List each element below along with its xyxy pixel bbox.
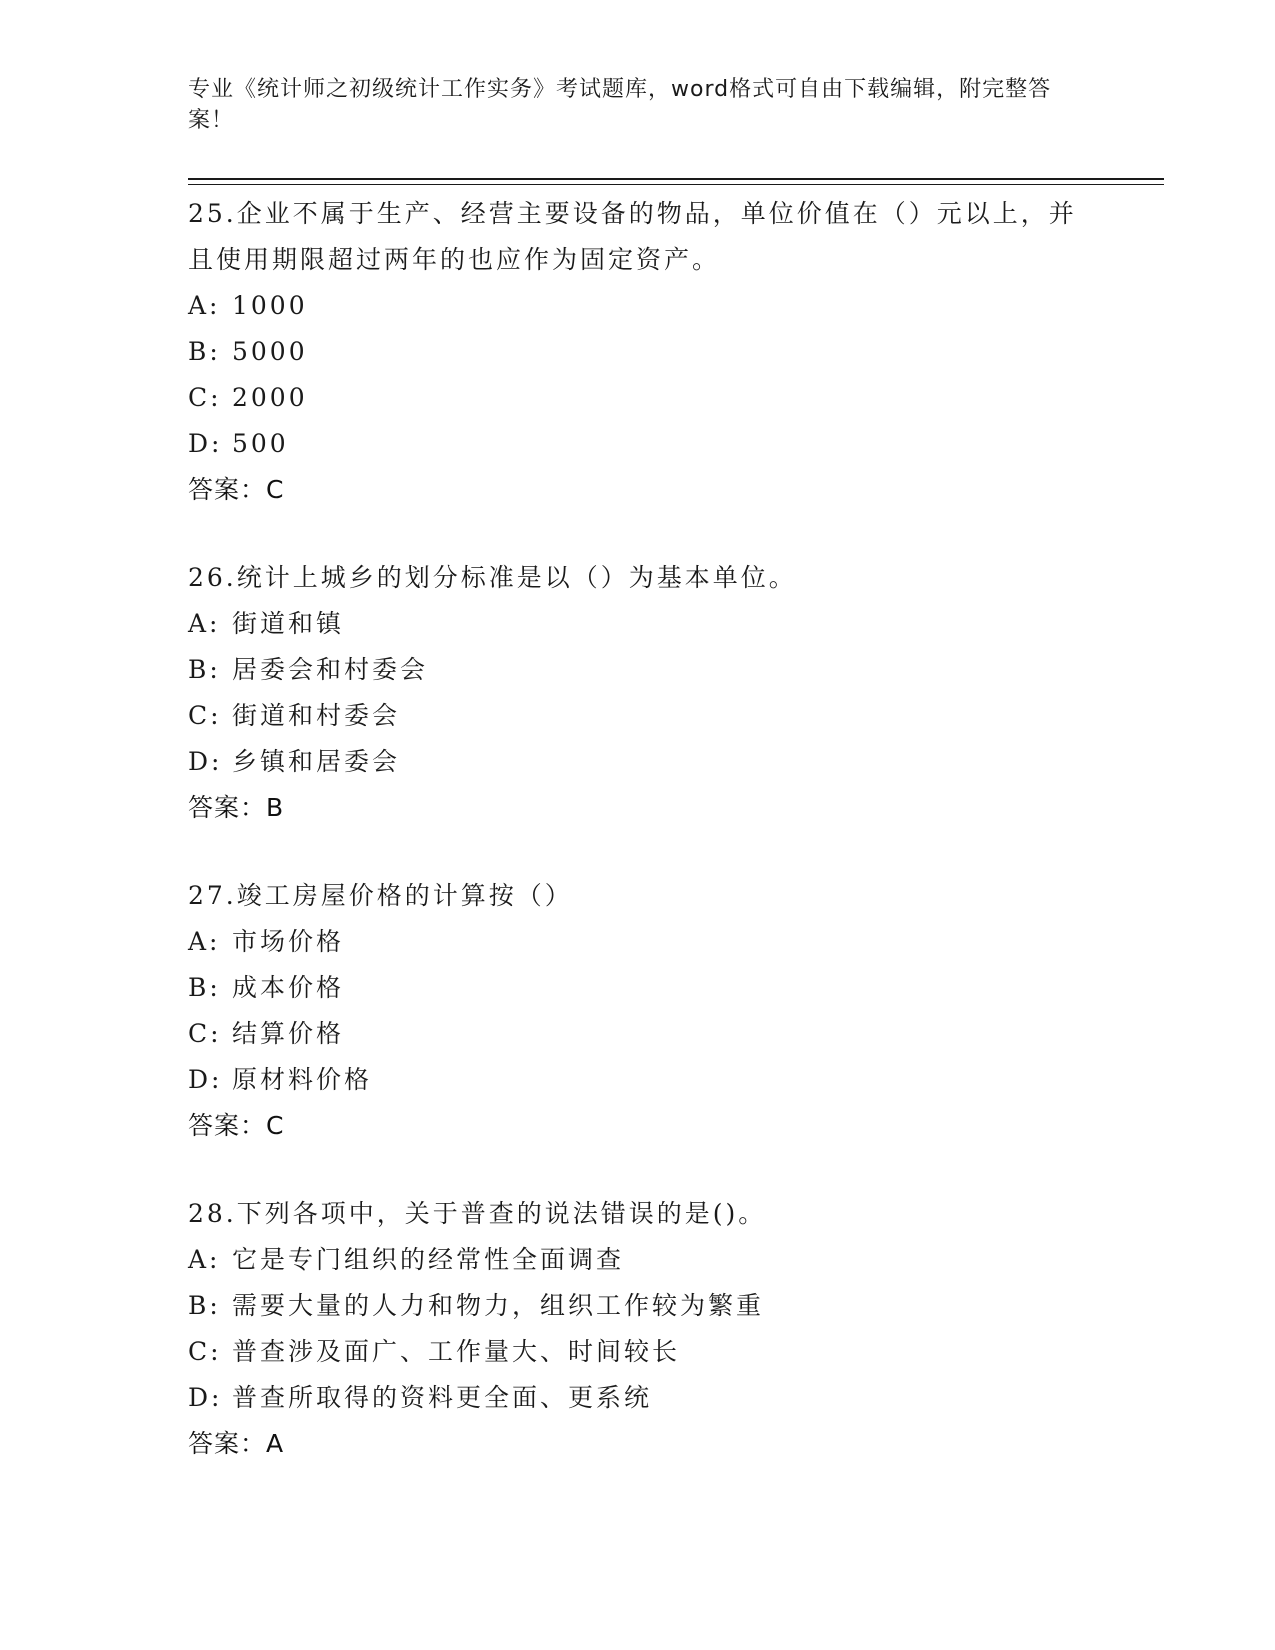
option-b (188, 1283, 1088, 1329)
option-a (188, 1237, 1088, 1283)
question-stem: 27.竣工房屋价格的计算按（） (188, 881, 573, 910)
option-c (188, 1329, 1088, 1375)
option-letter: D: (188, 1065, 223, 1094)
question-26 (188, 555, 1088, 831)
answer-line: 答案：A (188, 1429, 285, 1458)
option-letter: B: (188, 973, 221, 1002)
option-text: 需要大量的人力和物力，组织工作较为繁重 (232, 1291, 765, 1320)
option-text: 街道和镇 (232, 609, 345, 638)
option-d (188, 1057, 1088, 1103)
option-text: 市场价格 (232, 927, 345, 956)
option-letter: C: (188, 383, 222, 412)
question-list (188, 191, 1088, 1509)
question-stem: 26.统计上城乡的划分标准是以（）为基本单位。 (188, 563, 797, 592)
option-letter: A: (188, 291, 221, 320)
option-text: 乡镇和居委会 (232, 747, 401, 776)
question-28 (188, 1191, 1088, 1467)
option-letter: C: (188, 701, 222, 730)
option-text: 普查所取得的资料更全面、更系统 (232, 1383, 653, 1412)
answer-line: 答案：C (188, 475, 285, 504)
option-letter: D: (188, 1383, 223, 1412)
option-letter: C: (188, 1337, 222, 1366)
document-header: 专业《统计师之初级统计工作实务》考试题库，word格式可自由下载编辑，附完整答案！ (188, 77, 1052, 133)
option-letter: A: (188, 927, 221, 956)
option-text: 原材料价格 (232, 1065, 373, 1094)
option-d (188, 739, 1088, 785)
option-letter: C: (188, 1019, 222, 1048)
option-text: 1000 (232, 291, 308, 320)
option-letter: B: (188, 337, 221, 366)
option-text: 500 (232, 429, 289, 458)
option-c (188, 375, 1088, 421)
option-d (188, 421, 1088, 467)
option-a (188, 283, 1088, 329)
option-text: 2000 (232, 383, 308, 412)
option-a (188, 601, 1088, 647)
option-letter: A: (188, 609, 221, 638)
question-27 (188, 873, 1088, 1149)
option-b (188, 329, 1088, 375)
question-25 (188, 191, 1088, 513)
option-letter: B: (188, 1291, 221, 1320)
header-divider-thin (188, 184, 1164, 185)
option-letter: A: (188, 1245, 221, 1274)
option-text: 5000 (232, 337, 308, 366)
option-text: 居委会和村委会 (232, 655, 429, 684)
answer-line: 答案：C (188, 1111, 285, 1140)
option-d (188, 1375, 1088, 1421)
option-letter: D: (188, 429, 223, 458)
answer-line: 答案：B (188, 793, 285, 822)
header-divider-thick (188, 178, 1164, 180)
option-text: 成本价格 (232, 973, 345, 1002)
option-b (188, 965, 1088, 1011)
option-text: 结算价格 (232, 1019, 345, 1048)
option-text: 它是专门组织的经常性全面调查 (232, 1245, 625, 1274)
option-letter: B: (188, 655, 221, 684)
option-text: 街道和村委会 (232, 701, 401, 730)
option-text: 普查涉及面广、工作量大、时间较长 (232, 1337, 681, 1366)
option-b (188, 647, 1088, 693)
option-letter: D: (188, 747, 223, 776)
option-a (188, 919, 1088, 965)
option-c (188, 1011, 1088, 1057)
question-stem: 28.下列各项中，关于普查的说法错误的是()。 (188, 1199, 767, 1228)
option-c (188, 693, 1088, 739)
question-stem: 25.企业不属于生产、经营主要设备的物品，单位价值在（）元以上，并且使用期限超过两年的也应作为固定资产。 (188, 199, 1077, 274)
